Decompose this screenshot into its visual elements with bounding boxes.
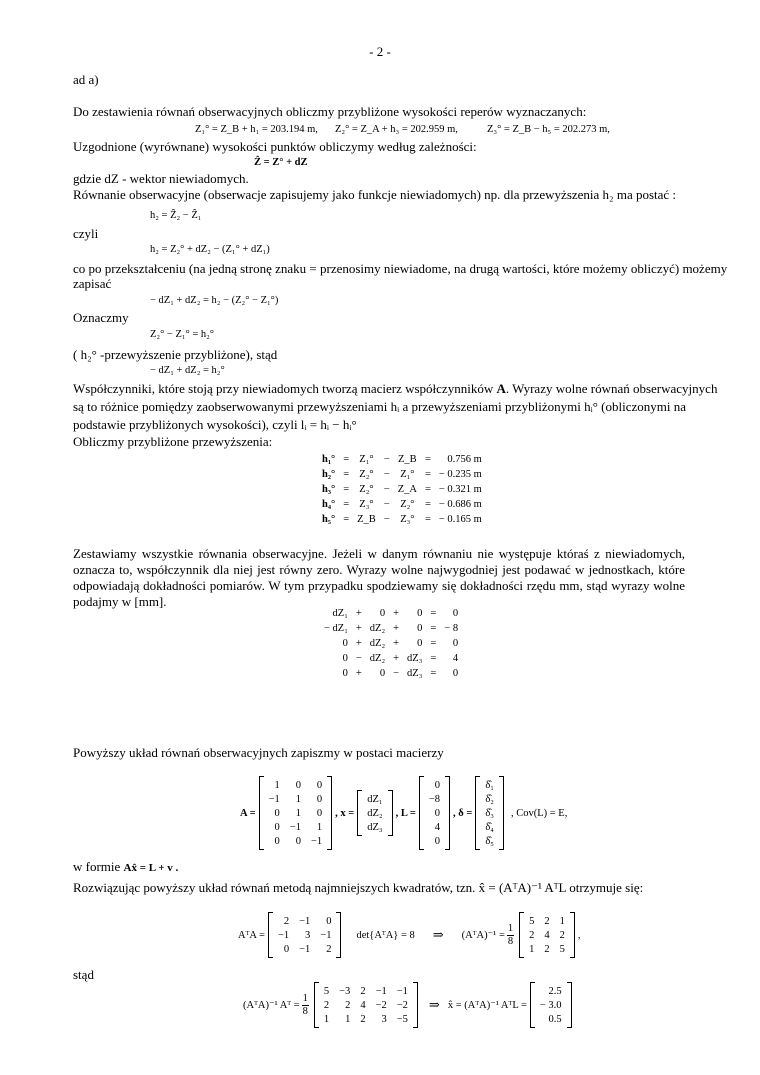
vector-delta [475,776,504,850]
equation: h₂ = Z₂° + dZ₂ − (Z₁° + dZ₁) [150,244,270,255]
equation: Z₂° − Z₁° = h₂° [150,329,214,340]
matrix-entry: − 3.0 [539,999,562,1011]
table-row [424,792,445,806]
matrix-entry: 2 [326,943,332,955]
matrix-entry: δ̂₂ [485,793,494,805]
equation-term: dZ₁ [332,608,348,619]
paragraph: w formie Ax̂ = L + v . [73,859,179,874]
table-row [424,834,445,848]
equation-term: = [430,638,437,649]
matrix-entry: 1 [345,1013,351,1025]
matrix-entry: 2 [559,929,565,941]
table-cell: = [343,469,350,480]
matrix-entry: 2.5 [548,985,562,997]
equation-term: 4 [452,653,459,664]
equation-term: dZ₂ [369,623,386,634]
table-row [535,1012,567,1026]
paragraph: Uzgodnione (wyrównane) wysokości punktów obliczymy według zależności: [73,139,477,154]
table-cell: − 0.321 m [438,484,482,495]
matrix-entry: 2 [360,985,366,997]
matrix-label: (AᵀA)⁻¹ Aᵀ = [243,1000,300,1011]
table-row [524,928,570,942]
table-cell: − [383,469,390,480]
table-cell: = [424,469,431,480]
matrix-entry: −5 [396,1013,408,1025]
equation-term: = [430,653,437,664]
table-row [273,914,337,928]
matrix-label: (AᵀA)⁻¹ = [461,930,505,941]
matrix-entry: −1 [299,943,311,955]
matrix-entry: 1 [529,943,535,955]
equation-term: + [393,653,400,664]
matrix-entry: −1 [268,793,280,805]
matrix-entry: 3 [381,1013,387,1025]
equation-term: 0 [379,608,386,619]
matrix-entry: 2 [345,999,351,1011]
equation-term: 0 [452,668,459,679]
equation-term: 0 [452,638,459,649]
equation: − dZ₁ + dZ₂ = h₂° [150,365,225,376]
matrix-entry: 0.5 [548,1013,562,1025]
equation-term: + [355,668,362,679]
matrix-entry: 0 [274,821,280,833]
table-cell: − [383,499,390,510]
paragraph: podstawie przybliżonych wysokości), czyli lᵢ = hᵢ − hᵢ° [73,417,357,432]
matrix-label: A = [240,807,256,819]
table-row [424,820,445,834]
equation-term: − [393,668,400,679]
table-row [524,914,570,928]
equation: h₂ = Ẑ₂ − Ẑ₁ [150,210,202,221]
matrix-entry: 0 [274,835,280,847]
paragraph: co po przekształceniu (na jedną stronę znaku = przenosimy niewiadome, na drugą wartości, które możemy obliczyć) możemy [73,261,728,276]
matrix-entry: 0 [316,793,323,805]
matrix-entry: dZ₂ [367,807,383,819]
covariance-text: , Cov(L) = E, [510,807,568,819]
table-cell: − [383,454,390,465]
paragraph: Zestawiamy wszystkie równania obserwacyjne. Jeżeli w danym równaniu nie występuje któraś z niewiadomych, oznacza to, współczynnik dla niej jest równy zero. Wyrazy wolne najwygodniej jest podawać w jednostkach, które odpowiadają dokładności pomiarów. W tym przypadku spodziewamy się dokładności rzędu mm, stąd wyrazy wolne podajmy w [mm]. [73,546,685,609]
table-row [319,984,413,998]
table-cell: Z₂° [400,499,415,510]
table-cell: Z₃° [359,499,374,510]
equation-term: − [355,653,362,664]
table-row [424,806,445,820]
matrix-entry: 1 [274,779,280,791]
table-row [362,806,387,820]
determinant: det{AᵀA} = 8 [356,929,415,941]
table-row [319,1012,413,1026]
matrix-entry: 5 [559,943,565,955]
matrix-label: AᵀA = [238,929,265,941]
table-row [320,621,462,636]
matrix-entry: 1 [295,807,301,819]
table-cell: = [424,499,431,510]
section-heading: ad a) [73,72,99,87]
table-cell: = [424,484,431,495]
equation-term: 0 [417,608,423,619]
table-cell: Z₁° [359,454,374,465]
matrix-entry: 0 [316,779,323,791]
matrix-entry: 4 [544,929,550,941]
approx-heights-table [318,452,486,527]
matrix-entry: 1 [559,915,565,927]
table-cell: − 0.165 m [438,514,482,525]
equation-term: dZ₂ [369,653,386,664]
equation-term: 0 [342,638,348,649]
matrix-entry: δ̂₄ [485,821,494,833]
table-cell: h₂° [322,469,336,480]
paragraph: czyli [73,226,99,241]
table-cell: Z₃° [400,514,415,525]
equation-term: 0 [342,653,348,664]
matrix-entry: −3 [339,985,351,997]
table-row [480,778,499,792]
table-row [362,820,387,834]
matrix-entry: 1 [316,821,323,833]
matrix-entry: 2 [529,929,535,941]
table-row [273,928,337,942]
table-row [480,792,499,806]
table-cell: − [383,514,390,525]
matrix-entry: δ̂₁ [485,779,494,791]
paragraph: zapisać [73,276,112,291]
matrix-entry: −1 [396,985,408,997]
paragraph: Powyższy układ równań obserwacyjnych zapiszmy w postaci macierzy [73,745,444,760]
paragraph: Współczynniki, które stoją przy niewiadomych tworzą macierz współczynników A. Wyrazy wolne równań obserwacyjnych [73,381,718,396]
equation: Z₁° = Z_B + h₁ = 203.194 m, [195,124,318,135]
paragraph: są to różnice pomiędzy zaobserwowanymi przewyższeniami hᵢ a przewyższeniami przybliżonymi hᵢ° (obliczonymi na [73,399,687,414]
matrix-entry: 0 [295,779,301,791]
vector-x [357,790,392,836]
equation-term: + [393,623,400,634]
paragraph: ( h₂° -przewyższenie przybliżone), stąd [73,347,278,362]
matrix-inverse [519,912,575,958]
table-cell: − 0.686 m [438,499,482,510]
table-cell: − 0.235 m [438,469,482,480]
table-cell: Z₂° [359,484,374,495]
table-row [273,942,337,956]
table-cell: h₁° [322,454,336,465]
matrix-entry: 0 [316,807,323,819]
equation-term: + [355,623,362,634]
equation: Z₂° = Z_A + h₃ = 202.959 m, [335,124,458,135]
matrix-entry: dZ₁ [367,793,383,805]
table-row [319,998,413,1012]
matrix-entry: 2 [283,915,290,927]
matrix-entry: 1 [323,1013,330,1025]
table-cell: = [343,514,350,525]
table-cell: Z₂° [359,469,374,480]
matrix-AtA [268,912,342,958]
table-row [320,636,462,651]
matrix-entry: 4 [360,999,366,1011]
table-row [318,467,486,482]
equation-term: − 8 [444,623,459,634]
equation-term: dZ₃ [407,668,423,679]
table-row [264,820,328,834]
matrix-entry: −1 [375,985,387,997]
equation-term: − dZ₁ [324,623,348,634]
solution-row [243,982,575,1028]
table-row [264,792,328,806]
table-cell: h₅° [322,514,336,525]
equation: − dZ₁ + dZ₂ = h₂ − (Z₂° − Z₁°) [150,295,279,306]
table-cell: Z_A [397,484,417,495]
equation-term: = [430,668,437,679]
implies-arrow: ⇒ [432,927,444,942]
table-row [480,820,499,834]
table-cell: 0.756 m [447,454,482,465]
equation-term: 0 [452,608,459,619]
equation-term: 0 [417,623,423,634]
table-row [318,497,486,512]
table-cell: = [343,484,350,495]
matrix-entry: −1 [277,929,290,941]
table-row [524,942,570,956]
table-cell: = [343,454,350,465]
matrix-entry: 0 [274,807,280,819]
table-cell: = [424,514,431,525]
table-row [535,998,567,1012]
table-row [264,834,328,848]
matrix-entry: 2 [323,999,330,1011]
matrix-entry: 0 [283,943,290,955]
matrix-entry: −1 [299,915,311,927]
paragraph: Równanie obserwacyjne (obserwacje zapisujemy jako funkcje niewiadomych) np. dla przewyższenia h₂ ma postać : [73,187,677,202]
paragraph: Obliczmy przybliżone przewyższenia: [73,434,273,449]
matrix-entry: −2 [375,999,387,1011]
matrix-entry: dZ₃ [367,821,383,833]
table-row [318,452,486,467]
equation-term: + [393,638,400,649]
equation-term: = [430,623,437,634]
table-cell: − [383,484,390,495]
equation-term: = [430,608,437,619]
vector-xhat [530,982,572,1028]
table-row [264,778,328,792]
matrix-entry: 5 [529,915,535,927]
table-row [320,651,462,666]
fraction: $\frac{1}{8}$ [507,922,514,947]
table-row [480,834,499,848]
table-cell: h₃° [322,484,336,495]
matrix-entry: 0 [434,835,441,847]
equation-term: 0 [379,668,386,679]
paragraph: Do zestawienia równań obserwacyjnych obliczmy przybliżone wysokości reperów wyznaczanych: [73,104,587,119]
paragraph: stąd [73,967,94,982]
equation: Ẑ = Z° + dZ [254,157,308,168]
equation-term: + [355,608,362,619]
matrix-entry: −8 [428,793,441,805]
matrix-entry: −1 [310,835,323,847]
matrix-entry: 2 [544,943,550,955]
matrix-entry: 3 [305,929,311,941]
table-cell: h₄° [322,499,336,510]
matrix-entry: 0 [434,779,441,791]
paragraph: gdzie dZ - wektor niewiadomych. [73,171,249,186]
matrix-entry: 4 [434,821,441,833]
matrix-label: x̂ = (AᵀA)⁻¹ AᵀL = [447,1000,527,1011]
table-row [320,666,462,681]
matrix-entry: δ̂₅ [485,835,494,847]
table-row [320,606,462,621]
vector-L [419,776,450,850]
matrix-A [259,776,333,850]
equation-term: + [393,608,400,619]
matrix-entry: −2 [396,999,408,1011]
table-row [362,792,387,806]
implies-arrow: ⇒ [428,997,440,1012]
table-row [318,512,486,527]
matrix-entry: δ̂₃ [485,807,494,819]
matrix-entry: 2 [544,915,550,927]
fraction: $\frac{1}{8}$ [302,992,308,1017]
equation-term: 0 [417,638,423,649]
table-cell: Z_B [397,454,417,465]
equation-term: + [355,638,362,649]
matrix-entry: 5 [323,985,330,997]
matrix-definitions [240,776,567,850]
table-cell: = [343,499,350,510]
matrix-entry: 0 [295,835,301,847]
matrix-label: , δ = [453,807,473,819]
matrix-label: , x = [335,807,355,819]
equation: Z₃° = Z_B − h₅ = 202.273 m, [487,124,610,135]
paragraph: Rozwiązując powyższy układ równań metodą najmniejszych kwadratów, tzn. x̂ = (AᵀA)⁻¹ AᵀL otrzymuje się: [73,880,644,895]
table-cell: Z₁° [400,469,415,480]
equation-term: dZ₃ [407,653,423,664]
table-row [318,482,486,497]
table-cell: = [424,454,431,465]
page-number: - 2 - [369,44,391,59]
matrix-label: , L = [395,807,416,819]
matrix-entry: 2 [360,1013,366,1025]
table-row [424,778,445,792]
normal-matrix-row [238,912,581,958]
table-row [480,806,499,820]
table-row [535,984,567,998]
matrix-entry: 1 [295,793,301,805]
matrix-entry: 0 [434,807,441,819]
matrix-entry: −1 [320,929,332,941]
matrix-entry: 0 [326,915,332,927]
observation-equations-table [320,606,462,681]
table-cell: Z_B [357,514,376,525]
table-row [264,806,328,820]
matrix-entry: −1 [289,821,301,833]
equation-term: dZ₂ [369,638,386,649]
paragraph: Oznaczmy [73,310,129,325]
equation-term: 0 [342,668,348,679]
comma: , [577,929,581,941]
matrix-invAt [314,982,418,1028]
